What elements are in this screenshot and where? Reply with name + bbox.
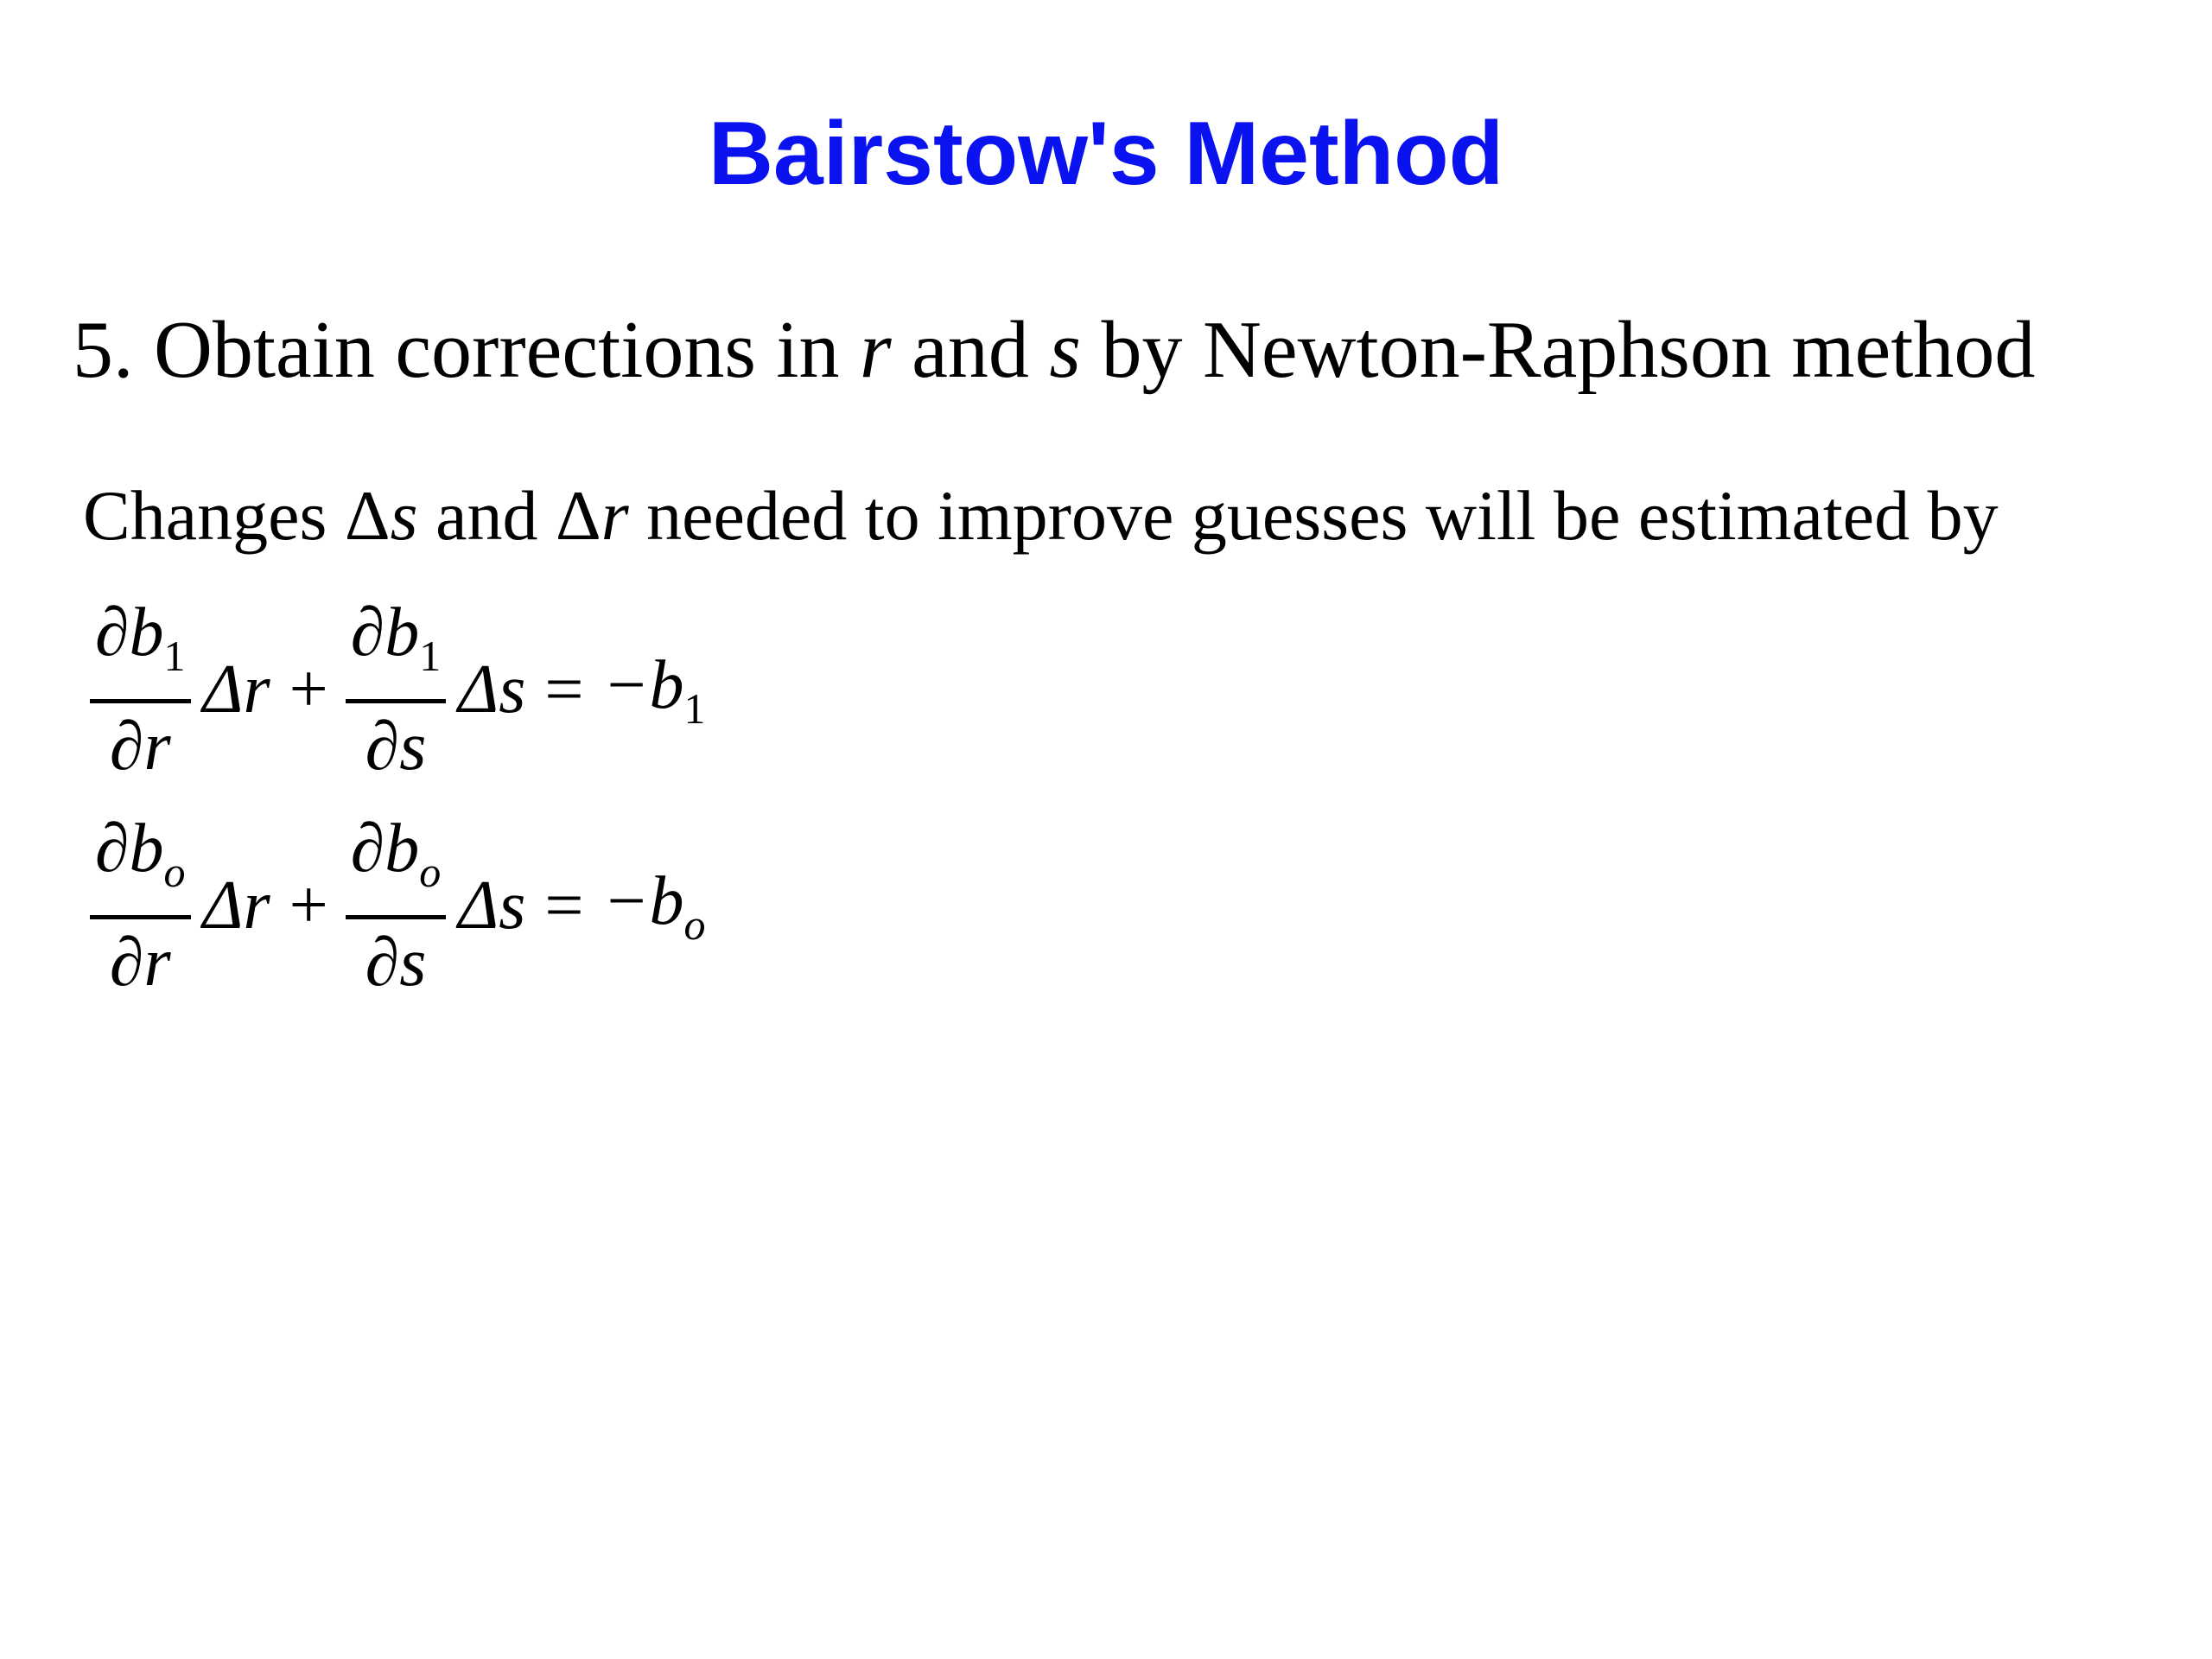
subscript: 1 xyxy=(683,683,706,733)
partial-s: ∂s xyxy=(365,925,427,1001)
fraction-bar xyxy=(90,915,191,919)
intro-var-r: r xyxy=(601,476,629,555)
intro-delta-s: Δ xyxy=(344,476,391,555)
rhs-term xyxy=(603,646,706,734)
intro-post: needed to improve guesses will be estimated by xyxy=(628,476,1999,555)
intro-pre: Changes xyxy=(83,476,345,555)
plus-operator: + xyxy=(289,651,328,728)
delta-r: Δr xyxy=(202,651,270,728)
rhs-term xyxy=(603,862,706,950)
equation-1-fraction-r xyxy=(90,596,191,783)
delta-r: Δr xyxy=(202,867,270,944)
equation-2 xyxy=(85,812,712,999)
subscript: o xyxy=(683,899,706,949)
partial-r: ∂r xyxy=(109,709,171,785)
step-heading-mid: and xyxy=(891,305,1050,395)
delta-r-term xyxy=(203,867,270,945)
partial-b: ∂b xyxy=(95,594,164,671)
step-heading-pre: 5. Obtain corrections in xyxy=(73,305,861,395)
fraction-denominator xyxy=(110,710,171,783)
subscript: 1 xyxy=(163,632,186,680)
fraction-numerator xyxy=(346,812,447,908)
step-var-r: r xyxy=(860,305,892,395)
fraction-bar xyxy=(346,699,447,703)
plus-operator: + xyxy=(289,867,328,944)
step-heading-post: by Newton-Raphson method xyxy=(1080,305,2036,395)
fraction-numerator xyxy=(346,596,447,692)
equation-1-fraction-s xyxy=(346,596,447,783)
delta-s: Δs xyxy=(458,867,526,944)
intro-delta-r: Δ xyxy=(555,476,601,555)
equation-2-fraction-r xyxy=(90,812,191,999)
intro-text xyxy=(83,474,1999,558)
step-heading xyxy=(73,302,2035,397)
subscript: o xyxy=(419,848,442,896)
equation-2-fraction-s xyxy=(346,812,447,999)
equals-operator: = xyxy=(544,867,584,944)
partial-s: ∂s xyxy=(365,709,427,785)
subscript: o xyxy=(163,848,186,896)
delta-s-term xyxy=(458,867,525,945)
delta-r-term xyxy=(203,651,270,729)
partial-r: ∂r xyxy=(109,925,171,1001)
fraction-denominator xyxy=(365,710,427,783)
subscript: 1 xyxy=(419,632,442,680)
equals-operator: = xyxy=(544,651,584,728)
step-var-s: s xyxy=(1049,305,1081,395)
delta-s: Δs xyxy=(458,651,526,728)
fraction-denominator xyxy=(110,926,171,999)
fraction-bar xyxy=(90,699,191,703)
fraction-bar xyxy=(346,915,447,919)
intro-var-s: s xyxy=(390,476,418,555)
negative-b: −b xyxy=(602,862,684,939)
slide-title: Bairstow's Method xyxy=(708,104,1504,204)
fraction-numerator xyxy=(90,812,191,908)
partial-b: ∂b xyxy=(350,810,420,887)
negative-b: −b xyxy=(602,646,684,723)
intro-mid: and xyxy=(417,476,556,555)
fraction-denominator xyxy=(365,926,427,999)
equation-1 xyxy=(85,596,712,783)
delta-s-term xyxy=(458,651,525,729)
partial-b: ∂b xyxy=(350,594,420,671)
partial-b: ∂b xyxy=(95,810,164,887)
fraction-numerator xyxy=(90,596,191,692)
